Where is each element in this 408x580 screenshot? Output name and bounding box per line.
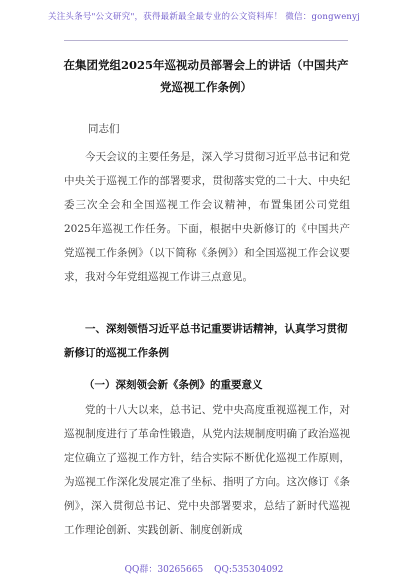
paragraph-significance: 党的十八大以来，总书记、党中央高度重视巡视工作，对巡视制度进行了革命性锻造，从党内法规制度明确了政治巡视定位确立了巡视工作方针，结合实际不断优化巡视工作原则，为巡视工作深化发展定准了坐标、指明了方向。这次修订《条例》，深入贯彻总书记、党中央部署要求，总结了新时代巡视工作理论创新、实践创新、制度创新成: [64, 404, 350, 536]
header-promo-note: 关注头条号"公文研究"，获得最新最全最专业的公文资料库！ 微信：gongwenyj: [48, 12, 360, 22]
footer-qq-group: QQ群：30265665: [124, 565, 204, 575]
greeting: 同志们: [88, 123, 120, 135]
document-title: 在集团党组2025年巡视动员部署会上的讲话（中国共产党巡视工作条例）: [63, 58, 349, 94]
section-heading-1: 一、深刻领悟习近平总书记重要讲话精神，认真学习贯彻新修订的巡视工作条例: [64, 323, 348, 359]
footer-contact: [0, 562, 408, 575]
paragraph-intro: 今天会议的主要任务是，深入学习贯彻习近平总书记和党中央关于巡视工作的部署要求，贯彻落实党的二十大、中央纪委三次全会和全国巡视工作会议精神，布置集团公司党组2025年巡视工作任务。下面，根据中央新修订的《中国共产党巡视工作条例》（以下简称《条例》）和全国巡视工作会议要求，我对今年党组巡视工作讲三点意见。: [64, 151, 350, 283]
footer-qq: QQ:535304092: [214, 565, 284, 575]
header-divider: [64, 40, 348, 41]
subsection-heading-1: （一）深刻领会新《条例》的重要意义: [84, 379, 263, 391]
